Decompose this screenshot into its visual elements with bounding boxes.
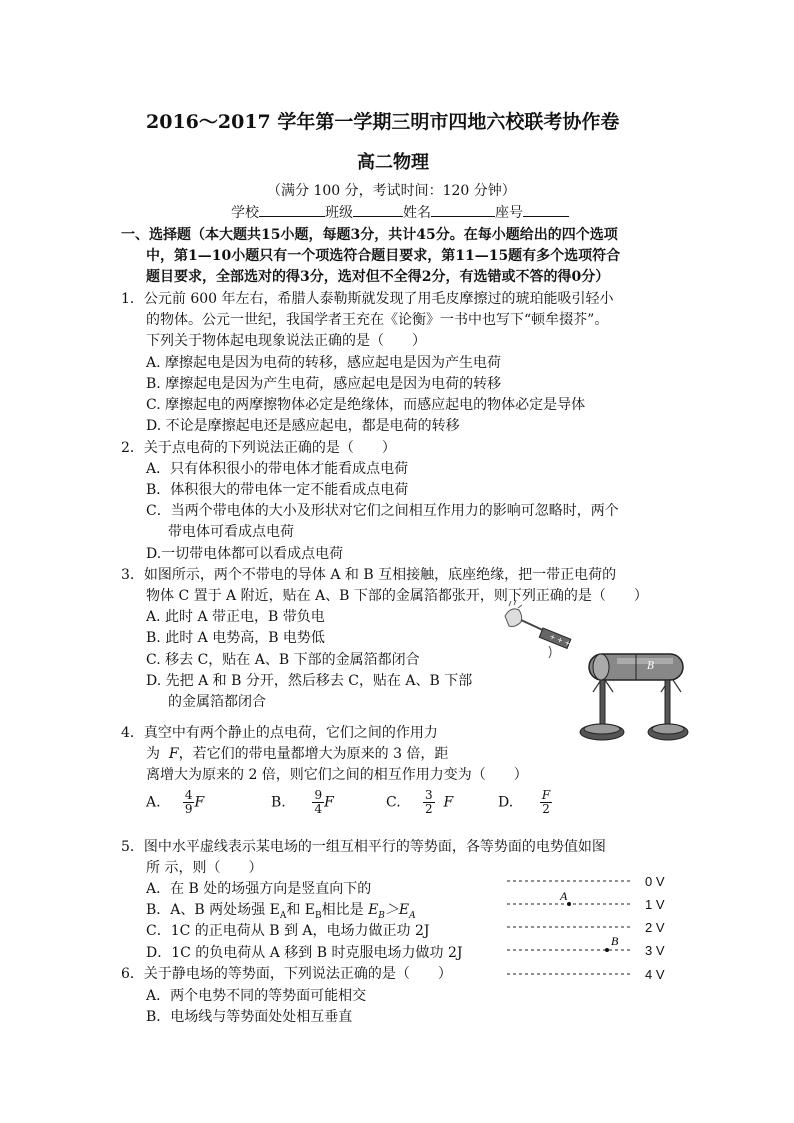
q4-option-a-letter: A. <box>146 794 161 811</box>
section1-heading-1: 一、选择题（本大题共15小题，每题3分，共计45分。在每小题给出的四个选项 <box>121 227 618 243</box>
fraction-denominator: 2 <box>424 802 433 816</box>
section1-heading-2: 中，第1—10小题只有一个项选符合题目要求，第11—15题有多个选项符合 <box>146 248 621 264</box>
name-blank <box>431 203 495 217</box>
svg-text:+ + +: + + + <box>548 632 572 649</box>
page-title: 2016～2017 学年第一学期三明市四地六校联考协作卷 <box>146 111 620 133</box>
fraction-denominator: 4 <box>314 802 323 816</box>
q4-stem-2a: 为 <box>146 746 160 762</box>
fraction-numerator: 3 <box>424 788 433 802</box>
q4-option-b-fraction <box>312 789 324 816</box>
q3-option-d-2: 的金属箔都闭合 <box>168 694 266 710</box>
conductor-b-label: B <box>647 661 655 672</box>
q6-option-a: A．两个电势不同的等势面可能相交 <box>146 988 367 1004</box>
q2-option-c-1: C．当两个带电体的大小及形状对它们之间相互作用力的影响可忽略时，两个 <box>146 503 619 519</box>
q6-option-b: B．电场线与等势面处处相互垂直 <box>146 1009 353 1025</box>
charged-rod-c <box>521 620 572 649</box>
q1-option-c: C. 摩擦起电的两摩擦物体必定是绝缘体，而感应起电的物体必定是导体 <box>146 397 586 413</box>
q5-option-b-text: 相比是 <box>321 902 364 918</box>
point-a-marker <box>567 902 571 906</box>
q4-stem-1: 4．真空中有两个静止的点电荷，它们之间的作用力 <box>121 725 438 741</box>
q5-option-b-text: 和 E <box>286 902 315 918</box>
q1-option-a: A. 摩擦起电是因为电荷的转移，感应起电是因为产生电荷 <box>146 355 502 371</box>
q3-figure-conductors <box>497 598 693 748</box>
q4-option-a <box>146 789 204 816</box>
q4-option-b <box>271 789 334 816</box>
q1-stem-1: 1．公元前 600 年左右，希腊人泰勒斯就发现了用毛皮摩擦过的琥珀能吸引轻小 <box>121 291 614 307</box>
subscript: B <box>314 910 322 921</box>
potential-label: 4 V <box>645 967 665 982</box>
q4-force-var: F <box>168 746 179 762</box>
q4-stem-2 <box>146 744 448 765</box>
fraction-numerator: 4 <box>184 788 193 802</box>
exam-info: （满分 100 分，考试时间：120 分钟） <box>267 183 516 199</box>
potential-label: 1 V <box>645 897 665 912</box>
q4-option-c <box>386 789 453 816</box>
q3-stem-2: 物体 C 置于 A 附近，贴在 A、B 下部的金属箔都张开，则下列正确的是（ ） <box>146 588 648 604</box>
seat-blank <box>523 203 569 217</box>
subscript: B <box>378 910 385 921</box>
q4-option-d-fraction <box>540 789 552 816</box>
class-blank <box>353 203 403 217</box>
point-b-label: B <box>611 934 619 948</box>
q5-option-b-rel: E <box>368 902 379 918</box>
q3-option-c: C. 移去 C，贴在 A、B 下部的金属箔都闭合 <box>146 652 420 668</box>
page-subtitle: 高二物理 <box>357 152 429 173</box>
class-label: 班级 <box>325 205 353 221</box>
fraction-numerator: 9 <box>314 788 323 802</box>
q2-option-d: D.一切带电体都可以看成点电荷 <box>146 546 344 562</box>
q3-stem-1: 3．如图所示，两个不带电的导体 A 和 B 互相接触，底座绝缘，把一带正电荷的 <box>121 567 617 583</box>
q3-option-a: A. 此时 A 带正电，B 带负电 <box>146 609 325 625</box>
q4-option-b-letter: B. <box>271 794 286 811</box>
q4-stem-2b: ，若它们的带电量都增大为原来的 3 倍，距 <box>178 746 449 762</box>
fraction-denominator: 2 <box>542 802 550 816</box>
q1-stem-3: 下列关于物体起电现象说法正确的是（ ） <box>146 333 426 349</box>
q5-option-d: D．1C 的负电荷从 A 移到 B 时克服电场力做功 2J <box>146 945 463 961</box>
q4-stem-3: 离增大为原来的 2 倍，则它们之间的相互作用力变为（ ） <box>146 767 528 783</box>
q2-option-b: B．体积很大的带电体一定不能看成点电荷 <box>146 482 409 498</box>
q6-stem: 6．关于静电场的等势面，下列说法正确的是（ ） <box>121 966 452 982</box>
fraction-numerator: F <box>541 788 551 802</box>
q3-option-d-1: D. 先把 A 和 B 分开，然后移去 C，贴在 A、B 下部 <box>146 673 473 689</box>
school-blank <box>259 203 325 217</box>
q1-stem-2: 的物体。公元一世纪，我国学者王充在《论衡》一书中也写下“顿牟掇芥”。 <box>146 312 609 328</box>
q5-option-b-rel: ＞E <box>384 902 410 918</box>
q4-option-d-letter: D. <box>498 794 514 811</box>
seat-label: 座号 <box>495 205 523 221</box>
q5-option-a: A．在 B 处的场强方向是竖直向下的 <box>146 881 372 897</box>
q4-option-c-fraction <box>423 789 435 816</box>
school-label: 学校 <box>231 205 259 221</box>
section1-heading-3: 题目要求，全部选对的得3分，选对但不全得2分，有选错或不答的得0分） <box>146 269 610 285</box>
q5-stem-2: 所 示，则（ ） <box>146 860 263 876</box>
name-label: 姓名 <box>403 205 431 221</box>
q4-option-b-var: F <box>324 794 334 811</box>
q2-stem: 2．关于点电荷的下列说法正确的是（ ） <box>121 440 396 456</box>
potential-label: 2 V <box>645 920 665 935</box>
conductor-ab <box>589 654 683 680</box>
potential-label: 3 V <box>645 943 665 958</box>
student-info-fields <box>231 203 569 224</box>
q5-stem-1: 5．图中水平虚线表示某电场的一组互相平行的等势面，各等势面的电势值如图 <box>121 839 606 855</box>
q5-figure-equipotentials <box>505 872 685 984</box>
q5-option-c: C．1C 的正电荷从 B 到 A，电场力做正功 2J <box>146 923 430 939</box>
q3-option-b: B. 此时 A 电势高，B 电势低 <box>146 630 325 646</box>
q1-option-d: D. 不论是摩擦起电还是感应起电，都是电荷的转移 <box>146 418 460 434</box>
q5-option-b-text: B．A、B 两处场强 E <box>146 902 280 918</box>
point-b-marker <box>605 948 609 952</box>
q2-option-c-2: 带电体可看成点电荷 <box>168 524 294 540</box>
q4-option-a-fraction <box>183 789 195 816</box>
q4-option-d <box>498 789 552 816</box>
q4-option-a-var: F <box>194 794 205 811</box>
q1-option-b: B. 摩擦起电是因为产生电荷，感应起电是因为电荷的转移 <box>146 376 502 392</box>
q4-option-c-letter: C. <box>386 794 401 811</box>
potential-label: 0 V <box>645 874 665 889</box>
q4-option-c-var: F <box>443 794 454 811</box>
subscript: A <box>409 910 416 921</box>
fraction-denominator: 9 <box>184 802 193 816</box>
subscript: A <box>279 910 287 921</box>
hand-icon <box>505 600 522 627</box>
q2-option-a: A．只有体积很小的带电体才能看成点电荷 <box>146 461 409 477</box>
point-a-label: A <box>560 889 568 903</box>
insulating-stands <box>580 680 688 740</box>
